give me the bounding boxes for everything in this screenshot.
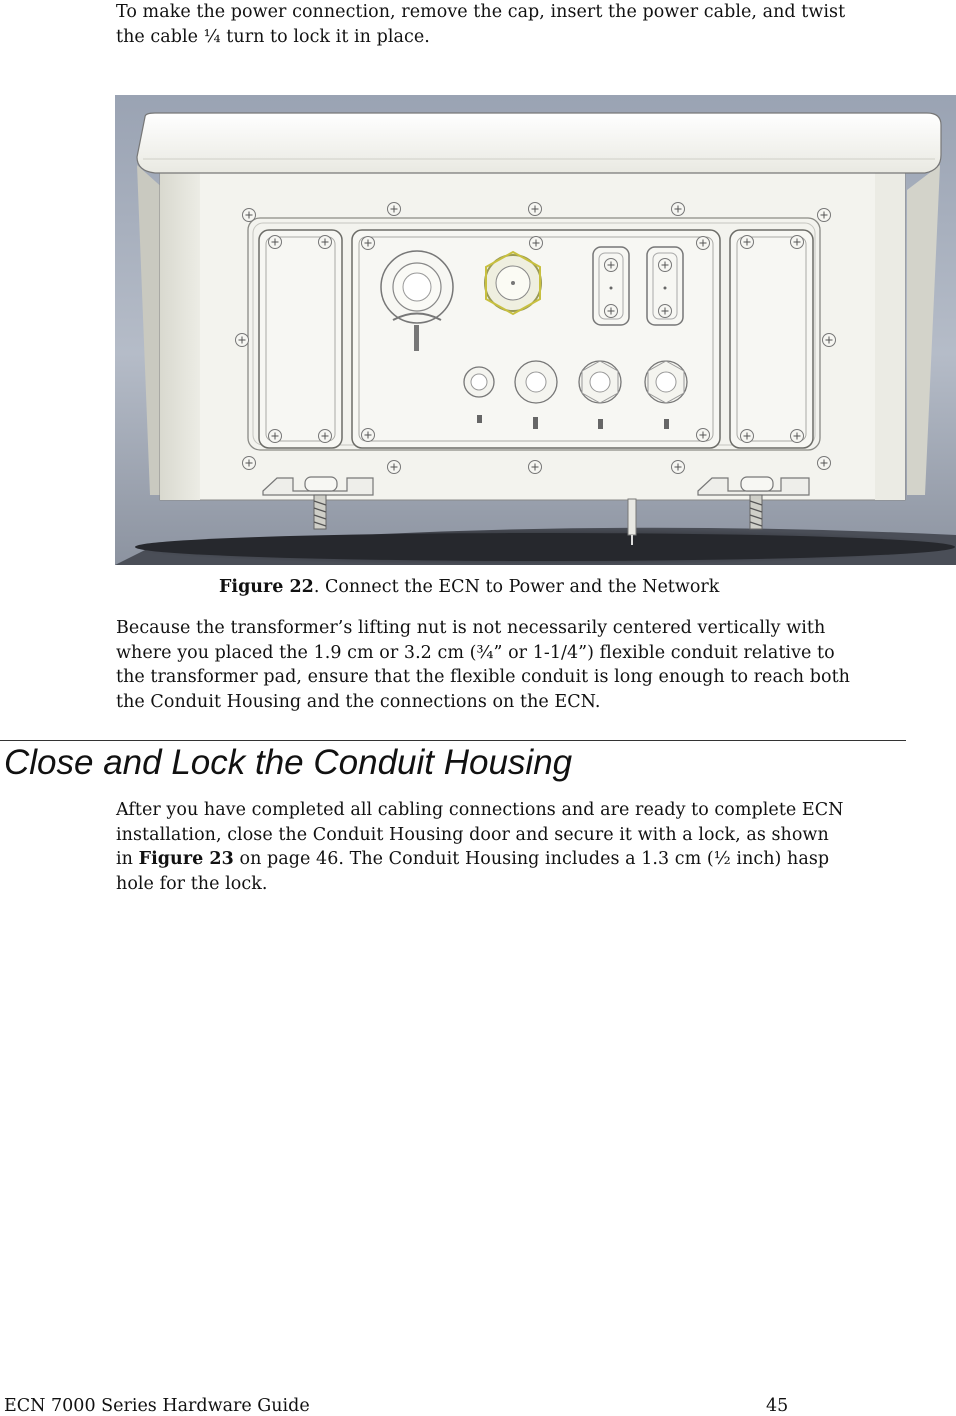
conduit-paragraph bbox=[116, 616, 916, 714]
section-heading: Close and Lock the Conduit Housing bbox=[4, 743, 573, 782]
section-divider bbox=[0, 740, 906, 741]
footer-title: ECN 7000 Series Hardware Guide bbox=[4, 1396, 310, 1416]
close-lock-paragraph bbox=[116, 798, 916, 896]
close-lock-line-3-pre: in bbox=[116, 849, 139, 869]
conduit-line-1: Because the transformer’s lifting nut is not necessarily centered vertically with bbox=[116, 618, 826, 638]
intro-line-1: To make the power connection, remove the cap, insert the power cable, and twist bbox=[116, 2, 846, 22]
intro-paragraph bbox=[116, 0, 916, 49]
figure-caption bbox=[219, 577, 719, 597]
close-lock-line-3 bbox=[116, 847, 916, 872]
figure-caption-label: Figure 22 bbox=[219, 577, 314, 597]
conduit-line-4: the Conduit Housing and the connections on the ECN. bbox=[116, 691, 601, 712]
figure-23-reference: Figure 23 bbox=[138, 849, 234, 869]
ecn-enclosure-figure bbox=[115, 95, 956, 565]
figure-caption-text: . Connect the ECN to Power and the Network bbox=[313, 577, 720, 597]
close-lock-line-4: hole for the lock. bbox=[116, 873, 268, 894]
page-number: 45 bbox=[766, 1396, 789, 1416]
ecn-enclosure-illustration bbox=[115, 95, 956, 565]
conduit-line-3: the transformer pad, ensure that the flexible conduit is long enough to reach both bbox=[116, 667, 850, 687]
close-lock-line-3-post: on page 46. The Conduit Housing includes a 1.3 cm (½ inch) hasp bbox=[233, 849, 830, 869]
intro-line-2: the cable ¼ turn to lock it in place. bbox=[116, 26, 430, 47]
close-lock-line-2: installation, close the Conduit Housing door and secure it with a lock, as shown bbox=[116, 824, 829, 845]
close-lock-line-1: After you have completed all cabling connections and are ready to complete ECN bbox=[116, 800, 844, 820]
conduit-line-2: where you placed the 1.9 cm or 3.2 cm (¾” or 1-1/4”) flexible conduit relative to bbox=[116, 642, 835, 663]
